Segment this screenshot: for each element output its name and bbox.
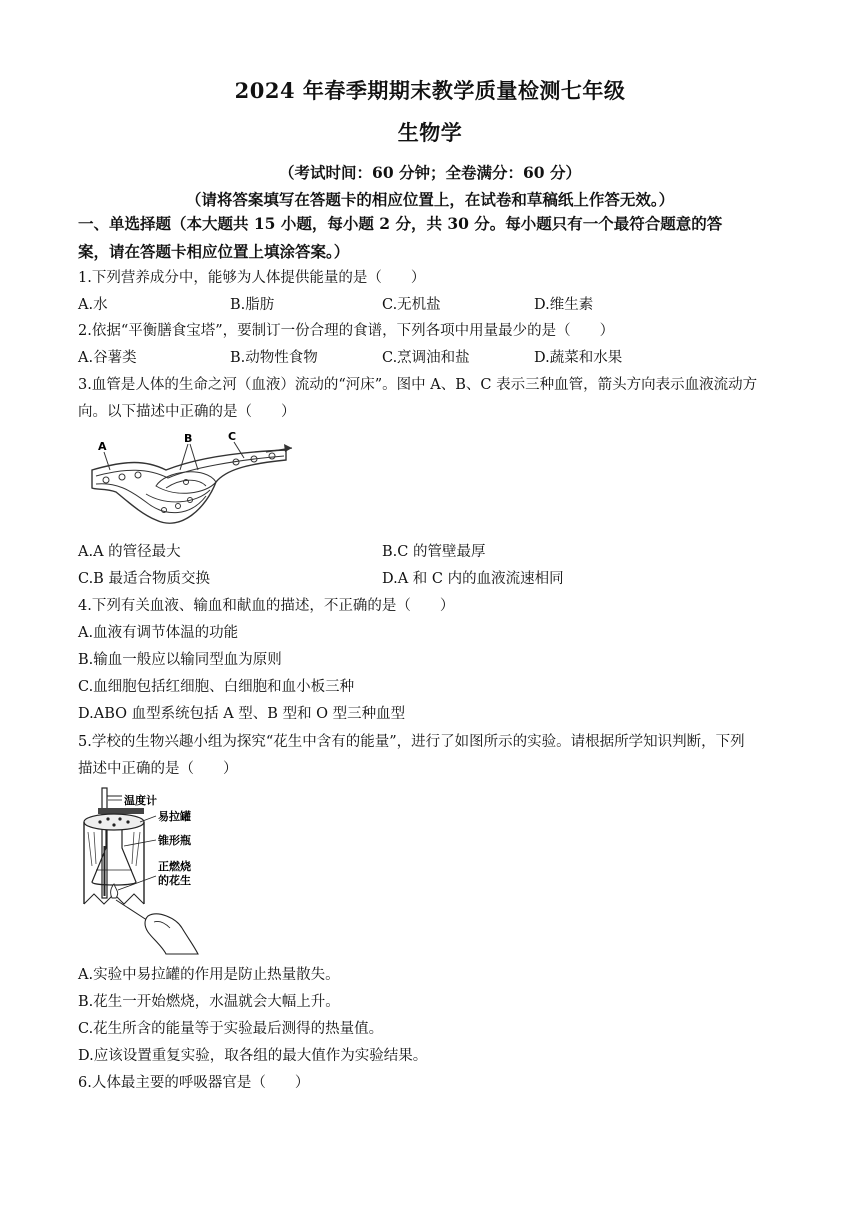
question-1-stem: 1.下列营养成分中，能够为人体提供能量的是（ ）: [78, 270, 426, 286]
question-3-option-b: B.C 的管壁最厚: [382, 544, 486, 560]
question-5-option-d: D.应该设置重复实验，取各组的最大值作为实验结果。: [78, 1048, 428, 1064]
vessel-label-b: B: [184, 432, 193, 445]
question-1-option-c: C.无机盐: [382, 297, 441, 313]
question-3-option-d: D.A 和 C 内的血液流速相同: [382, 571, 564, 587]
question-2-option-d: D.蔬菜和水果: [534, 350, 623, 366]
label-can: 易拉罐: [158, 810, 191, 823]
label-peanut: 的花生: [158, 874, 191, 887]
section-heading: 一、单选择题（本大题共 15 小题，每小题 2 分，共 30 分。每小题只有一个最符合题意的答: [78, 214, 723, 233]
peanut-experiment-figure: [78, 786, 218, 958]
exam-info: （考试时间：60 分钟；全卷满分：60 分）: [279, 163, 581, 182]
question-2-stem: 2.依据“平衡膳食宝塔”，要制订一份合理的食谱，下列各项中用量最少的是（ ）: [78, 323, 615, 339]
question-5-stem: 5.学校的生物兴趣小组为探究“花生中含有的能量”，进行了如图所示的实验。请根据所学知识判断，下列: [78, 734, 745, 750]
question-1-option-d: D.维生素: [534, 297, 594, 313]
subject-title: 生物学: [397, 120, 463, 145]
question-5-option-b: B.花生一开始燃烧，水温就会大幅上升。: [78, 994, 340, 1010]
question-2-option-c: C.烹调油和盐: [382, 350, 470, 366]
question-4-option-d: D.ABO 血型系统包括 A 型、B 型和 O 型三种血型: [78, 706, 406, 722]
question-3-option-a: A.A 的管径最大: [78, 544, 181, 560]
question-2-option-a: A.谷薯类: [78, 350, 137, 366]
question-4-option-b: B.输血一般应以输同型血为原则: [78, 652, 282, 668]
question-5-option-a: A.实验中易拉罐的作用是防止热量散失。: [78, 967, 340, 983]
question-2-option-b: B.动物性食物: [230, 350, 318, 366]
question-3-stem-cont: 向。以下描述中正确的是（ ）: [78, 404, 296, 420]
exam-title: 2024 年春季期期末教学质量检测七年级: [234, 78, 626, 103]
question-6-stem: 6.人体最主要的呼吸器官是（ ）: [78, 1075, 310, 1091]
question-1-option-b: B.脂肪: [230, 297, 275, 313]
section-heading-cont: 案，请在答题卡相应位置上填涂答案。）: [78, 242, 350, 261]
question-4-option-c: C.血细胞包括红细胞、白细胞和血小板三种: [78, 679, 355, 695]
vessel-label-a: A: [98, 440, 107, 453]
question-3-option-c: C.B 最适合物质交换: [78, 571, 210, 587]
question-5-stem-cont: 描述中正确的是（ ）: [78, 761, 238, 777]
question-5-option-c: C.花生所含的能量等于实验最后测得的热量值。: [78, 1021, 384, 1037]
instructions: （请将答案填写在答题卡的相应位置上，在试卷和草稿纸上作答无效。）: [185, 190, 675, 209]
label-thermometer: 温度计: [124, 794, 157, 807]
question-1-option-a: A.水: [78, 297, 108, 313]
blood-vessel-figure: [86, 430, 298, 536]
label-flask: 锥形瓶: [158, 834, 191, 847]
label-burning: 正燃烧: [158, 860, 191, 873]
question-4-stem: 4.下列有关血液、输血和献血的描述，不正确的是（ ）: [78, 598, 455, 614]
vessel-label-c: C: [228, 430, 237, 443]
question-3-stem: 3.血管是人体的生命之河（血液）流动的“河床”。图中 A、B、C 表示三种血管，箭头方向表示血液流动方: [78, 377, 758, 393]
question-4-option-a: A.血液有调节体温的功能: [78, 625, 239, 641]
